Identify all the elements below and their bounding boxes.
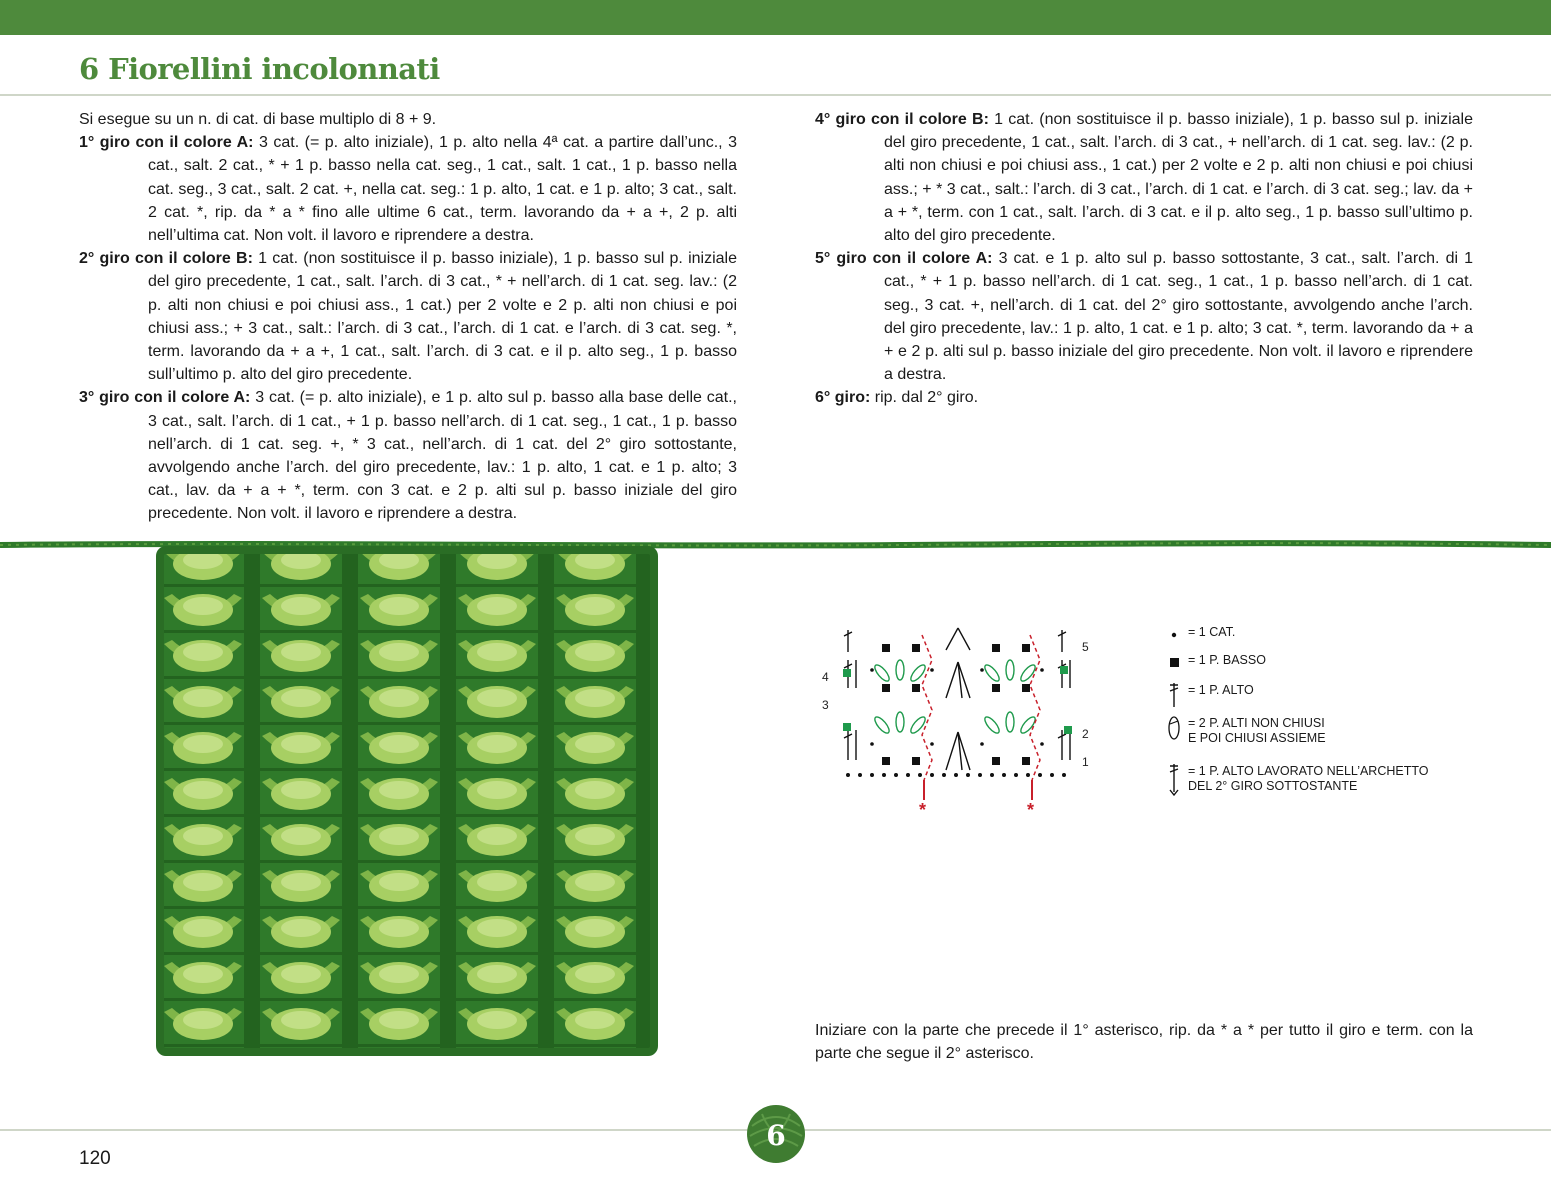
crochet-swatch-photo: [154, 546, 662, 1058]
round-2: [79, 247, 737, 386]
intro-paragraph: Si esegue su un n. di cat. di base multiplo di 8 + 9.: [79, 111, 437, 128]
round-1-text: 3 cat. (= p. alto iniziale), 1 p. alto nella 4ª cat. a partire dall’unc., 3 cat., salt. 2 cat., * + 1 p. basso nella cat. seg., 1 cat., salt. 1 cat., 1 p. basso nella cat. seg., 3 cat., salt. 2 cat. +, nella cat. seg.: 1 p. alto, 1 cat. e 1 p. alto; 3 cat., salt. 2 cat. *, rip. da * a * fino alle ultime 6 cat., term. lavorando da + a +, 2 p. alti nell’ultima cat. Non volt. il lavoro e riprendere a destra.: [148, 134, 737, 245]
top-color-band: [0, 0, 1551, 35]
round-3-text: 3 cat. (= p. alto iniziale), e 1 p. alto sul p. basso alla base delle cat., 3 cat., salt. l’arch. di 1 cat., + 1 p. basso nell’arch. di 1 cat. seg., 1 cat., 1 p. basso nell’arch. di 1 cat. seg. +, * 3 cat., nell’arch. di 1 cat. del 2° giro sottostante, avvolgendo anche l’arch. del giro precedente, lav.: 1 p. alto, 1 cat. e 1 p. alto; 3 cat., lav. da + a + *, term. con 3 cat. e 2 p. alti sul p. basso iniziale del giro precedente. Non volt. il lavoro e riprendere a destra.: [148, 389, 738, 523]
legend-text-double-crochet: = 1 P. ALTO: [1188, 683, 1254, 697]
round-6-label: 6° giro:: [815, 389, 871, 407]
right-text-column: [815, 108, 1473, 410]
row-label-2: 2: [1082, 727, 1089, 741]
round-1-label: 1° giro con il colore A:: [79, 134, 254, 152]
badge-number: 6: [766, 1119, 786, 1152]
round-5-label: 5° giro con il colore A:: [815, 250, 993, 268]
page-number: 120: [79, 1148, 111, 1169]
round-5: [815, 247, 1473, 386]
title-divider: [0, 94, 1551, 96]
round-2-label: 2° giro con il colore B:: [79, 250, 253, 268]
round-3: [79, 386, 737, 525]
round-4-label: 4° giro con il colore B:: [815, 111, 989, 128]
round-1: [79, 131, 737, 247]
round-3-label: 3° giro con il colore A:: [79, 389, 251, 407]
pattern-number-badge: [740, 1098, 812, 1166]
round-5-text: 3 cat. e 1 p. alto sul p. basso sottostante, 3 cat., salt. l’arch. di 1 cat., * + 1 p. basso nell’arch. di 1 cat. seg., 1 cat., 1 p. basso nell’arch. di 1 cat. seg., 3 cat. +, nell’arch. di 1 cat. del 2° giro sottostante, avvolgendo anche l’arch. del giro precedente, lav.: 1 p. alto, 1 cat. e 1 p. alto; 3 cat. *, term. lavorando da + a + e 2 p. alti sul p. basso iniziale del giro precedente. Non volt. il lavoro e riprendere a destra.: [884, 250, 1473, 384]
single-crochet-square-icon: [1166, 653, 1184, 685]
round-4: [815, 108, 1473, 247]
legend-text-spike-double-crochet: = 1 P. ALTO LAVORATO NELL’ARCHETTO DEL 2° GIRO SOTTOSTANTE: [1188, 764, 1429, 793]
legend-text-chain: = 1 CAT.: [1188, 625, 1236, 639]
repeat-instruction: Iniziare con la parte che precede il 1° asterisco, rip. da * a * per tutto il giro e term. con la parte che segue il 2° asterisco.: [815, 1022, 1473, 1063]
double-crochet-icon: [1166, 683, 1184, 715]
round-6: [815, 386, 1473, 409]
row-label-3: 3: [822, 698, 829, 712]
left-text-column: [79, 108, 737, 526]
diagram-asterisk-2: *: [1027, 800, 1035, 820]
page-title: 6 Fiorellini incolonnati: [79, 52, 440, 86]
legend-text-single-crochet: = 1 P. BASSO: [1188, 653, 1266, 667]
row-label-5: 5: [1082, 640, 1089, 654]
round-6-text: rip. dal 2° giro.: [870, 389, 979, 407]
round-4-text: 1 cat. (non sostituisce il p. basso iniziale), 1 p. basso sul p. iniziale del giro precedente, 1 cat., salt. l’arch. di 3 cat., + nell’arch. di 1 cat. seg. lav.: (2 p. alti non chiusi e poi chiusi ass., 1 cat.) per 2 volte e 2 p. alti non chiusi e poi chiusi ass.; + * 3 cat., salt.: l’arch. di 3 cat., l’arch. di 1 cat. e l’arch. di 3 cat. seg.; lav. da + a + *, term. con 1 cat., salt. l’arch. di 3 cat. e il p. alto seg., 1 p. basso sull’ultimo p. alto del giro precedente.: [884, 111, 1474, 245]
legend-text-cluster: = 2 P. ALTI NON CHIUSI E POI CHIUSI ASSIEME: [1188, 716, 1326, 745]
spike-double-crochet-icon: [1166, 764, 1184, 796]
stitch-diagram: [812, 620, 1112, 820]
diagram-asterisk-1: *: [919, 800, 927, 820]
row-label-1: 1: [1082, 755, 1089, 769]
cluster-icon: [1166, 716, 1184, 748]
round-2-text: 1 cat. (non sostituisce il p. basso iniziale), 1 p. basso sul p. iniziale del giro precedente, 1 cat., salt. l’arch. di 3 cat., * + nell’arch. di 1 cat. seg. lav.: (2 p. alti non chiusi e poi chiusi ass., 1 cat.) per 2 volte e 2 p. alti non chiusi e poi chiusi ass.; + 3 cat., salt.: l’arch. di 3 cat., l’arch. di 1 cat. e l’arch. di 3 cat. seg. *, term. lavorando da + a +, 1 cat., salt. l’arch. di 3 cat. e il p. alto seg., 1 p. basso sull’ultimo p. alto del giro precedente.: [148, 250, 738, 384]
row-label-4: 4: [822, 670, 829, 684]
